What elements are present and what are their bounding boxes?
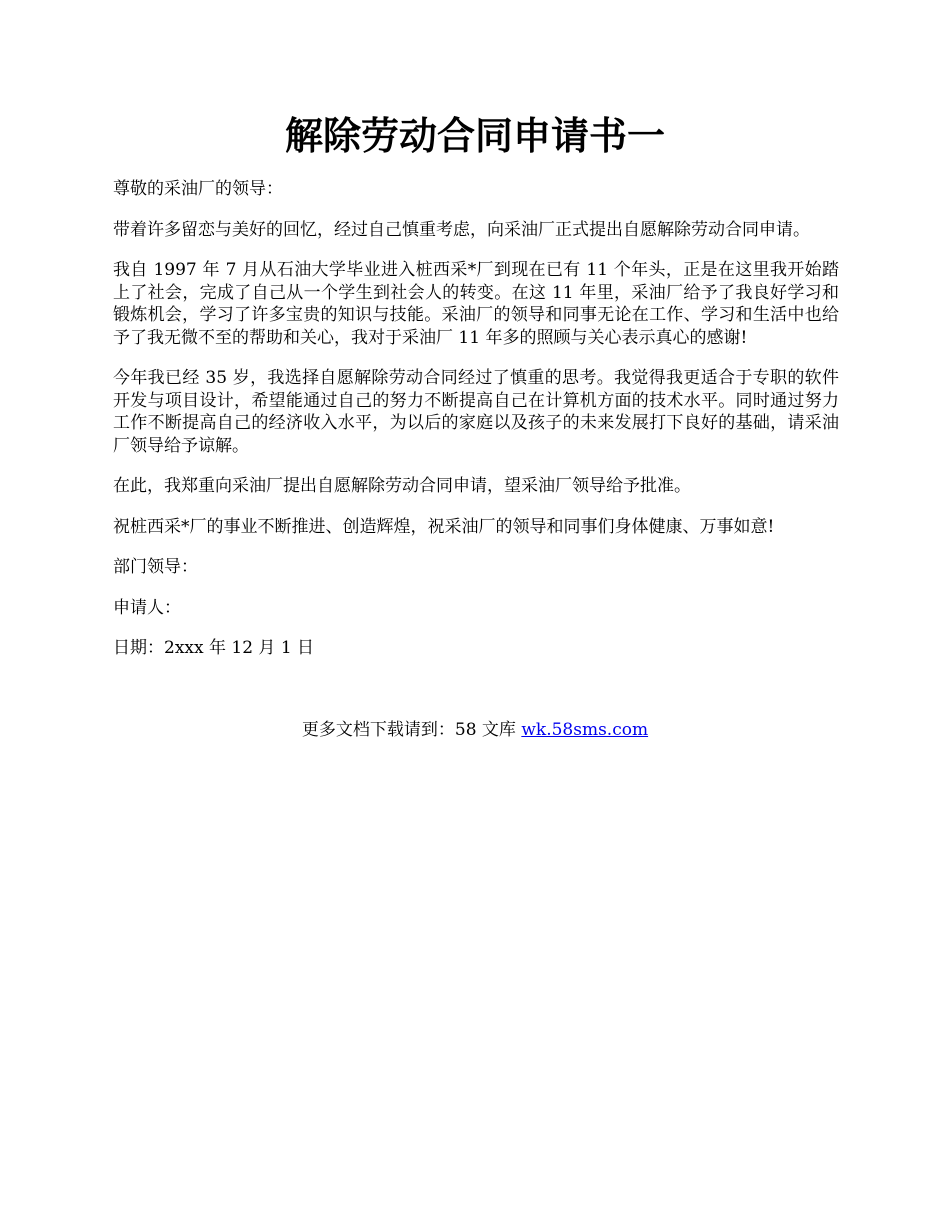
body-paragraph: 祝桩西采*厂的事业不断推进、创造辉煌，祝采油厂的领导和同事们身体健康、万事如意!: [113, 516, 775, 537]
document-title: 解除劳动合同申请书一: [284, 113, 665, 158]
footer-text: 更多文档下载请到：58 文库: [301, 720, 522, 740]
body-paragraph: 我自 1997 年 7 月从石油大学毕业进入桩西采*厂到现在已有 11 个年头，正是在这里我开始踏上了社会，完成了自己从一个学生到社会人的转变。在这 11 年里，采油厂给予了我良好学习和锻炼机会，学习了许多宝贵的知识与技能。采油厂的领导和同事无论在工作、学习和生活中也给予了我无微不至的帮助和关心，我对于采油厂 11 年多的照顾与关心表示真心的感谢!: [113, 260, 839, 348]
applicant-line: 申请人：: [113, 597, 181, 618]
date-line: 日期：2xxx 年 12 月 1 日: [113, 638, 315, 658]
document-body: [113, 178, 839, 678]
footer: [0, 717, 950, 743]
body-paragraph: 今年我已经 35 岁，我选择自愿解除劳动合同经过了慎重的思考。我觉得我更适合于专职的软件开发与项目设计，希望能通过自己的努力不断提高自己在计算机方面的技术水平。同时通过努力工作不断提高自己的经济收入水平，为以后的家庭以及孩子的未来发展打下良好的基础，请采油厂领导给予谅解。: [113, 368, 839, 456]
body-paragraph: 在此，我郑重向采油厂提出自愿解除劳动合同申请，望采油厂领导给予批准。: [113, 476, 691, 496]
footer-link[interactable]: wk.58sms.com: [521, 720, 649, 740]
body-paragraph: 带着许多留恋与美好的回忆，经过自己慎重考虑，向采油厂正式提出自愿解除劳动合同申请。: [113, 219, 810, 240]
dept-leader-line: 部门领导：: [113, 557, 198, 577]
salutation: 尊敬的采油厂的领导：: [113, 179, 283, 199]
